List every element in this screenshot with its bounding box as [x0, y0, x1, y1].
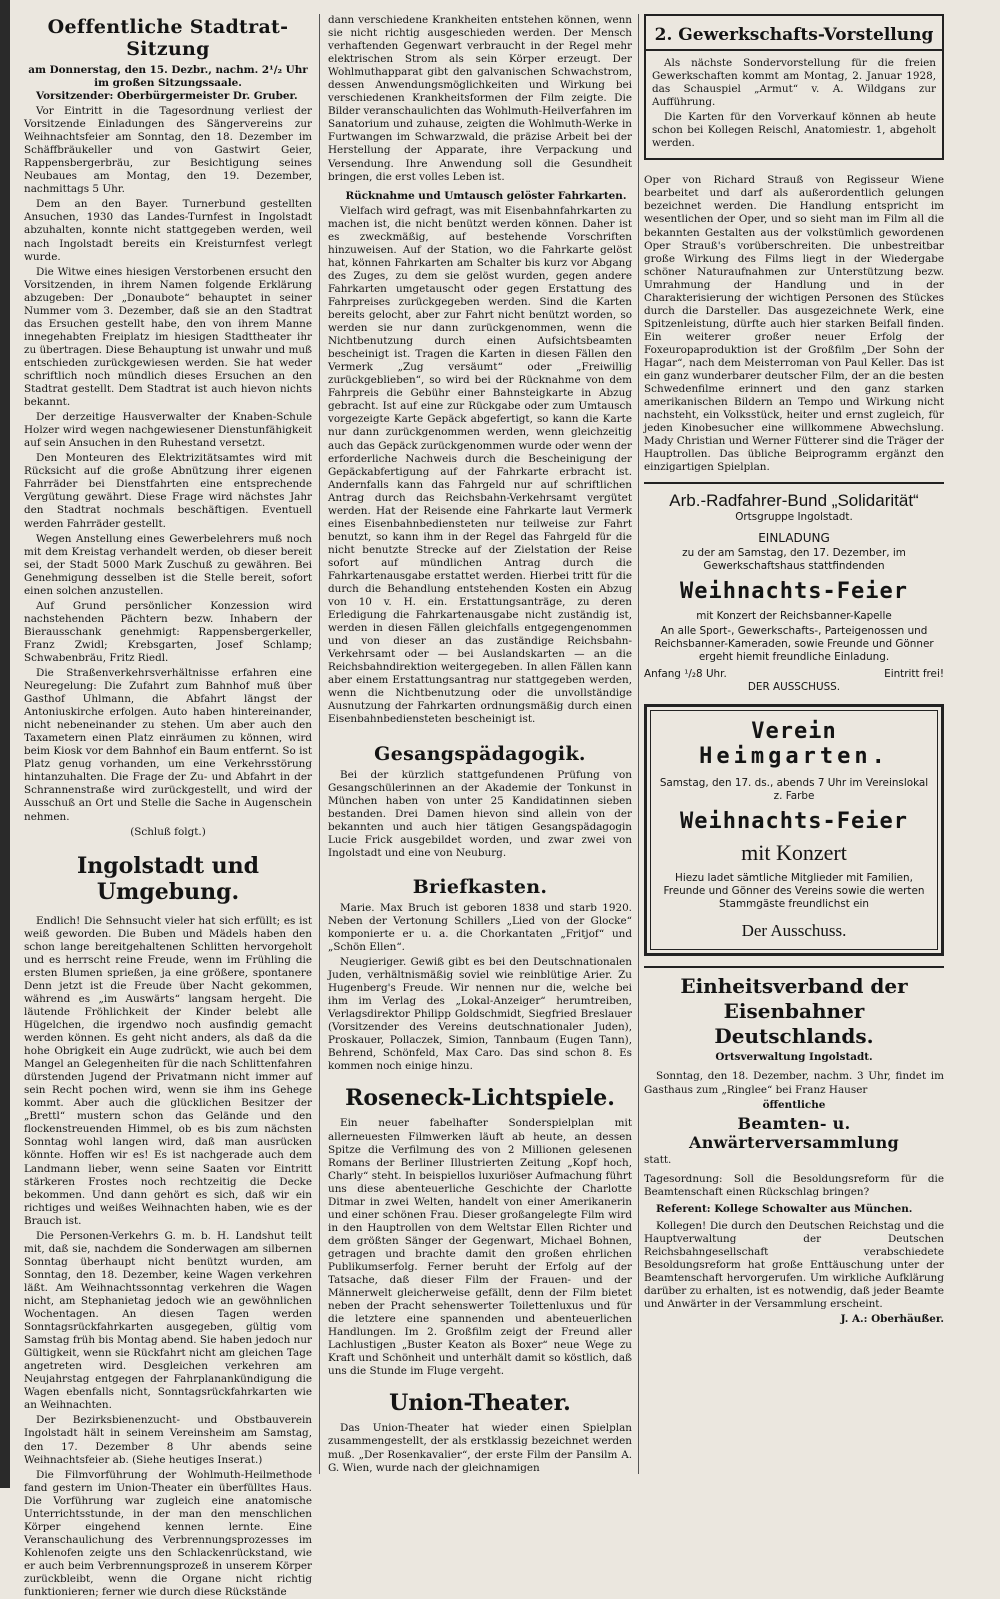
sitzung-where: im großen Sitzungssaale. — [94, 77, 242, 89]
heimgarten-title-2: Heimgarten. — [699, 744, 889, 770]
brief-title: Briefkasten. — [412, 875, 548, 898]
eisenbahner-sign: J. A.: Oberhäußer. — [840, 1313, 944, 1326]
sitzung-end: (Schluß folgt.) — [130, 825, 206, 838]
article-paragraph: Endlich! Die Sehnsucht vieler hat sich erfüllt; es ist weiß geworden. Die Buben und Mädels haben den schon lange bereitgehaltenen Schlitten hervorgeholt und es herrscht reine Freude, wenn im Frühling die ersten Blumen sprießen, ja eine größere, spontanere Denn jetzt ist die Freude über Nacht gekommen, während es „im Auswärts“ langsam hergeht. Die läutende Fröhlichkeit der Kinder belebt alle Hügelchen, die irgendwo noch ausfindig gemacht werden können. Es geht nicht anders, als daß da die hohe Obrigkeit ein Auge zudrückt, wie auch bei dem Mangel an Gelegenheiten für die nach Schlittenfahren dürstenden Jugend der Privatmann nicht immer auf sein Recht pochen wird, wenn sie ihm ins Gehege kommt. Aber auch die glücklichen Besitzer der „Brettl“ mustern schon das Gelände und den flockenstreuenden Himmel, ob es bis zum nächsten Sonntag wohl langen wird, daß man ausrücken könnte. Hoffen wir es! Es ist nachgerade auch dem Landmann lieber, wenn seine Saaten vor Eintritt stärkeren Frostes noch rechtzeitig die Decke bekommen. Und dann gehört es sich, daß wir ein richtiges und weißes Weihnachten haben, wie es der Brauch ist. — [24, 914, 312, 1227]
article-paragraph: Dem an den Bayer. Turnerbund gestellten Ansuchen, 1930 das Landes-Turnfest in Ingolstadt abzuhalten, konnte nicht stattgegeben werden, weil nach Ingolstadt bereits ein Kreisturnfest verlegt wurde. — [24, 198, 312, 263]
article-paragraph: Die Filmvorführung der Wohlmuth-Heilmethode fand gestern im Union-Theater ein überfülltes Haus. Die Vorführung war zugleich eine anatomische Unterrichtsstunde, in der man den menschlichen Körper eingehend kennen lernte. Eine Veranschaulichung des Verbrennungsprozesses im Kohlenofen zeigte uns den Schlackenrückstand, wie er auch beim Verbrennungsprozeß in unserem Körper zurückbleibt, wenn die Organe nicht richtig funktionieren; ferner wie durch diese Rückstände — [24, 1468, 312, 1599]
eisenbahner-versammlung: Beamten- u. Anwärterversammlung — [689, 1113, 899, 1152]
union-text: Das Union-Theater hat wieder einen Spielplan zusammengestellt, der als erstklassig bezeichnet werden muß. „Der Rosenkavalier“, der erste Film der Pansilm A. G. Wien, wurde nach der gleichnamigen — [328, 1422, 632, 1474]
ruecknahme-title: Rücknahme und Umtausch gelöster Fahrkarten. — [345, 189, 627, 202]
radfahrer-title: Arb.-Radfahrer-Bund „Solidarität“ — [669, 491, 919, 511]
column-1 — [24, 14, 312, 1599]
heimgarten-title-1: Verein — [751, 719, 837, 745]
radfahrer-line: zu der am Samstag, den 17. Dezember, im Gewerkschaftshaus stattfindenden — [682, 547, 906, 573]
radfahrer-eintritt: Eintritt frei! — [884, 668, 944, 681]
heimgarten-ad — [644, 704, 944, 956]
article-paragraph: Den Monteuren des Elektrizitätsamtes wird mit Rücksicht auf die große Abnützung ihrer eigenen Fahrräder bei Dienstfahrten eine entsprechende Vergütung gewährt. Diese Frage wird nächstes Jahr den Stadtrat nochmals beschäftigen. Eventuell werden Fahrräder gestellt. — [24, 452, 312, 530]
radfahrer-sign: DER AUSSCHUSS. — [747, 681, 841, 694]
brief-marie: Marie. Max Bruch ist geboren 1838 und starb 1920. Neben der Vertonung Schillers „Lied von der Glocke“ komponierte er u. a. die Chorkantaten „Fritjof“ und „Schön Ellen“. — [328, 901, 632, 953]
gewerkschaft-title: 2. Gewerkschafts-Vorstellung — [646, 19, 942, 51]
gesang-title: Gesangspädagogik. — [374, 742, 586, 765]
radfahrer-line: mit Konzert der Reichsbanner-Kapelle — [696, 610, 892, 623]
eisenbahner-referent: Referent: Kollege Schowalter aus München. — [656, 1202, 913, 1215]
article-paragraph: Der Bezirksbienenzucht- und Obstbauverein Ingolstadt hält in seinem Vereinsheim am Samstag, den 17. Dezember 8 Uhr abends seine Weihnachtsfeier ab. (Siehe heutiges Inserat.) — [24, 1414, 312, 1466]
eisenbahner-tagesordnung: Tagesordnung: Soll die Besoldungsreform für die Beamtenschaft einen Rückschlag bringen? — [644, 1172, 944, 1198]
article-paragraph: Die Witwe eines hiesigen Verstorbenen ersucht den Vorsitzenden, in ihrem Namen folgende Erklärung abzugeben: Der „Donaubote“ behauptet in seiner Nummer vom 3. Dezember, daß sie an den Stadtrat das Ersuchen gestellt habe, den von ihrem Manne innegehabten Freiplatz im hiesigen Stadttheater ihr zu übertragen. Diese Behauptung ist unwahr und muß entschieden zurückgewiesen werden. Sie hat weder schriftlich noch mündlich dieses Ersuchen an den Stadtrat gestellt. Dem Stadtrat ist auch hievon nichts bekannt. — [24, 265, 312, 409]
eisenbahner-text: Kollegen! Die durch den Deutschen Reichstag und die Hauptverwaltung der Deutschen Reichsbahngesellschaft verabschiedete Besoldungsreform hat große Enttäuschung unter der Beamtenschaft hervorgerufen. Um wirkliche Aufklärung darüber zu erhalten, ist es notwendig, daß jeder Beamte und Anwärter in der Versammlung erscheint. — [644, 1219, 944, 1311]
gesang-text: Bei der kürzlich stattgefundenen Prüfung von Gesangschülerinnen an der Akademie der Tonkunst in München haben von unter 25 Kandidatinnen sieben bestanden. Drei Damen hievon sind allein von der bekannten und auch hier tätigen Gesangspädagogin Lucie Frick ausgebildet worden, und zwar zwei von Ingolstadt und eine von Neuburg. — [328, 768, 632, 859]
heimgarten-feier: Weihnachts-Feier — [680, 809, 908, 835]
union-title: Union-Theater. — [389, 1390, 571, 1417]
radfahrer-feier: Weihnachts-Feier — [680, 579, 908, 605]
heimgarten-line: Hiezu ladet sämtliche Mitglieder mit Familien, Freunde und Gönner des Vereins sowie die werten Stammgäste freundlichst ein — [663, 872, 925, 911]
heimgarten-sign: Der Ausschuss. — [741, 921, 847, 941]
eisenbahner-title: Einheitsverband der Eisenbahner Deutschlands. — [680, 974, 908, 1049]
sitzung-when: am Donnerstag, den 15. Dezbr., nachm. 2¹/₂ Uhr — [28, 64, 308, 76]
heimgarten-konzert: mit Konzert — [741, 840, 847, 866]
ruecknahme-text: Vielfach wird gefragt, was mit Eisenbahnfahrkarten zu machen ist, die nicht benützt werden können. Daher ist es zweckmäßig, auf bestehende Vorschriften hinzuweisen. Auf der Station, wo die Fahrkarte gelöst hat, können Fahrkarten am Schalter bis kurz vor Abgang des Zuges, zu dem sie gelöst wurden, gegen andere Fahrkarten umgetauscht oder gegen Erstattung des Fahrpreises zurückgegeben werden. Sind die Karten bereits gelocht, aber zur Fahrt nicht benützt worden, so werden sie nur dann zurückgenommen, wenn die Nichtbenutzung durch einen Aufsichtsbeamten bescheinigt ist. Tragen die Karten in diesen Fällen den Vermerk „Zug versäumt“ oder „Freiwillig zurückgeblieben“, so wird bei der Rücknahme von dem Fahrpreis die Gebühr einer Bahnsteigkarte in Abzug gebracht. Ist auf eine zur Rückgabe oder zum Umtausch vorgezeigte Karte Gepäck abgefertigt, so kann die Karte nur dann zurückgenommen werden, wenn gleichzeitig auch das Gepäck zurückgenommen wurde oder wenn der erforderliche Nachweis durch die Bescheinigung der Gepäckabfertigung auf der Fahrkarte erbracht ist. Andernfalls kann das Fahrgeld nur auf schriftlichen Antrag durch das Reichsbahn-Verkehrsamt vergütet werden. Hat der Reisende eine Fahrkarte laut Vermerk eines Eisenbahnbediensteten nur teilweise zur Fahrt benutzt, so kann ihm in der Regel das Fahrgeld für die nicht benutzte Strecke auf der Zielstation der Reise sofort auf mündlichen Antrag durch die Fahrkartenausgabe erstattet werden. Hierbei tritt für die durch die Behandlung entstehenden Kosten ein Abzug von 10 v. H. ein. Erstattungsanträge, zu deren Erledigung die Fahrkartenausgabe nicht zuständig ist, werden in diesen Fällen gleichfalls entgegengenommen und von dieser an das zuständige Reichsbahn-Verkehrsamt oder — bei Auslandskarten — an die Reichsbahndirektion weitergegeben. In allen Fällen kann aber einem Erstattungsantrag nur stattgegeben werden, wenn die Nichtbenutzung oder die unvollständige Ausnutzung der Fahrkarten ordnungsmäßig durch einen Eisenbahnbediensteten bescheinigt ist. — [328, 204, 632, 726]
radfahrer-anfang: Anfang ¹/₂8 Uhr. — [644, 668, 727, 681]
gewerkschaft-text: Die Karten für den Vorverkauf können ab heute schon bei Kollegen Reischl, Anatomiestr. 1, abgeholt werden. — [652, 111, 936, 150]
gewerkschaft-text: Als nächste Sondervorstellung für die freien Gewerkschaften kommt am Montag, 2. Januar 1928, das Schauspiel „Armut“ v. A. Wildgans zur Aufführung. — [652, 57, 936, 109]
radfahrer-sub: Ortsgruppe Ingolstadt. — [735, 511, 853, 524]
eisenbahner-oeffentliche: öffentliche — [762, 1098, 826, 1111]
column-rule — [319, 14, 320, 1474]
radfahrer-line: An alle Sport-, Gewerkschafts-, Parteigenossen und Reichsbanner-Kameraden, sowie Freunde und Gönner ergeht hiemit freundliche Einladung. — [654, 625, 934, 664]
article-paragraph: Der derzeitige Hausverwalter der Knaben-Schule Holzer wird wegen nachgewiesener Dienstunfähigkeit auf sein Ansuchen in den Ruhestand versetzt. — [24, 411, 312, 450]
sitzung-chair: Vorsitzender: Oberbürgermeister Dr. Gruber. — [36, 90, 298, 102]
brief-neugieriger: Neugieriger. Gewiß gibt es bei den Deutschnationalen Juden, verhältnismäßig soviel wie reinblütige Arier. Zu Hugenberg's Freude. Wir nennen nur die, welche bei ihm im Verlag des „Lokal-Anzeiger“ herumtreiben, Verlagsdirektor Philipp Goldschmidt, Siegfried Breslauer (Vorsitzender des Vereins deutschnationaler Juden), Proskauer, Pollaczek, Simion, Tannbaum (Eugen Tann), Behrend, Schönfeld, Max Caro. Das sind schon 8. Es kommen noch einige hinzu. — [328, 956, 632, 1073]
radfahrer-ad — [644, 490, 944, 694]
column-rule — [638, 14, 639, 1474]
binding-edge — [0, 0, 10, 1488]
eisenbahner-statt: statt. — [644, 1153, 672, 1166]
roseneck-text: Ein neuer fabelhafter Sonderspielplan mit allerneuesten Filmwerken läuft ab heute, an dessen Spitze die Verfilmung des von 2 Millionen gelesenen Romans der Berliner Illustrierten Zeitung „Kopf hoch, Charly“ steht. In beispiellos luxuriöser Aufmachung führt uns diese abenteuerliche Geschichte der Charlotte Ditmar in zwei Welten, handelt von einer Amerikanerin und einer schönen Frau. Dieser großangelegte Film wird in den Hauptrollen von dem Weltstar Ellen Richter und dem größten Sänger der Gegenwart, Michael Bohnen, getragen und brachte damit den großen ehrlichen Publikumserfolg. Ferner beruht der Erfolg auf der Tatsache, daß dieser Film der Frauen- und der Männerwelt gleicherweise gefällt, denn der Film bietet neben der Pracht sehenswerter Toilettenluxus und für die letztere eine spannenden und abenteuerlichen Handlungen. Im 2. Großfilm zeigt der Freund aller Lachlustigen „Buster Keaton als Boxer“ neue Wege zu Kraft und Schönheit und unterhält damit so köstlich, daß uns die Stunde im Fluge vergeht. — [328, 1117, 632, 1378]
article-paragraph: Auf Grund persönlicher Konzession wird nachstehenden Pächtern bezw. Inhabern der Bierausschank genehmigt: Rappensbergerkeller, Franz Zwidl; Krebsgarten, Josef Schlamp; Schwabenbräu, Fritz Riedl. — [24, 599, 312, 664]
column-3 — [644, 14, 944, 1474]
heimgarten-line: Samstag, den 17. ds., abends 7 Uhr im Vereinslokal z. Farbe — [659, 777, 929, 803]
oper-text: Oper von Richard Strauß von Regisseur Wiene bearbeitet und darf als außerordentlich gelungen bezeichnet werden. Die Handlung entspricht im wesentlichen der Oper, und so sieht man im Film all die bekannten Gestalten aus der volkstümlich gewordenen Oper Strauß's vorüberschreiten. Die unbestreitbar große Wirkung des Films liegt in der Wiedergabe schöner Naturaufnahmen zur Unterstützung bezw. Umrahmung der Handlung und in der Charakterisierung der wichtigen Personen des Stückes durch die Darsteller. Das ausgezeichnete Werk, eine Spitzenleistung, dürfte auch hier starken Beifall finden. Ein weiterer großer neuer Erfolg der Foxeuropaproduktion ist der Großfilm „Der Sohn der Hagar“, nach dem Meisterroman von Paul Keller. Das ist ein ganz wunderbarer deutscher Film, der an die besten Schwedenfilme erinnert und den ganz starken amerikanischen Bildern an Tempo und Wirkung nicht nachsteht, ein Volksstück, heiter und ernst zugleich, für jeden Kinobesucher eine willkommene Abwechslung. Mady Christian und Werner Fütterer sind die Träger der Hauptrollen. Das übliche Beiprogramm ergänzt den einzigartigen Spielplan. — [644, 174, 944, 474]
sitzung-title: Oeffentliche Stadtrat-Sitzung — [47, 16, 289, 60]
article-paragraph: Die Straßenverkehrsverhältnisse erfahren eine Neuregelung: Die Zufahrt zum Bahnhof muß über Gasthof Uhlmann, die Abfahrt längst der Antoniuskirche erfolgen. Auto haben hintereinander, nicht nebeneinander zu stehen. Um aber auch den Taxametern einen Platz einräumen zu können, wird beim Kiosk vor dem Bahnhof ein Baum entfernt. So ist Platz genug vorhanden, um eine Verkehrsstörung hintanzuhalten. Die Frage der Zu- und Abfahrt in der Schrannenstraße wird zurückgestellt, und wird der Ausschuß an Ort und Stelle die Sache in Augenschein nehmen. — [24, 667, 312, 823]
ad-divider — [644, 966, 944, 968]
ad-divider — [644, 482, 944, 484]
roseneck-title: Roseneck-Lichtspiele. — [345, 1085, 615, 1112]
article-paragraph: Vor Eintritt in die Tagesordnung verliest der Vorsitzende Einladungen des Sängervereins zur Weihnachtsfeier am Sonntag, den 18. Dezember im Schäffbräukeller und von Gastwirt Geier, Rappensbergerbräu, zur Besichtigung seines Neubaues am Montag, den 19. Dezember, nachmittags 5 Uhr. — [24, 105, 312, 196]
gewerkschaft-box — [644, 14, 944, 160]
eisenbahner-line: Sonntag, den 18. Dezember, nachm. 3 Uhr, findet im Gasthaus zum „Ringlee“ bei Franz Hauser — [644, 1070, 944, 1096]
article-paragraph: Die Personen-Verkehrs G. m. b. H. Landshut teilt mit, daß sie, nachdem die Sonderwagen am silbernen Sonntag überhaupt nicht benützt wurden, am Sonntag, den 18. Dezember, keine Wagen verkehren läßt. Am Weihnachtssonntag verkehren die Wagen nicht, am Stephanietag jedoch wie an gewöhnlichen Wochentagen. An diesen Tagen werden Sonntagsrückfahrkarten ausgegeben, gültig vom Samstag früh bis Montag abend. Sie haben jedoch nur Gültigkeit, wenn sie Rückfahrt nicht am gleichen Tage angetreten wird. Desgleichen verkehren am Neujahrstag entgegen der Fahrplanankündigung die Wagen ebenfalls nicht, Sonntagsrückfahrkarten wie an Weihnachten. — [24, 1229, 312, 1412]
eisenbahner-ad — [644, 974, 944, 1326]
ingolstadt-title: Ingolstadt und Umgebung. — [76, 852, 260, 905]
radfahrer-info-row — [644, 668, 944, 681]
article-continuation: dann verschiedene Krankheiten entstehen können, wenn sie nicht richtig ausgeschieden werden. Der Mensch verhaftenden Gegenwart verbraucht in der Regel mehr elektrischen Strom als sein Körper erzeugt. Der Wohlmuthapparat gibt den galvanischen Schwachstrom, dessen Anwendungsmöglichkeiten und Wirkung bei verschiedenen Krankheitsformen der Film zeigte. Die Bilder veranschaulichten das Wohlmuth-Heilverfahren im Sanatorium und zuhause, zeigten die Wohlmuth-Werke in Furtwangen im Schwarzwald, die präzise Arbeit bei der Herstellung der Apparate, ihre Verpackung und Versendung. Ihre Anwendung soll die Gesundheit bringen, die erst volles Leben ist. — [328, 14, 632, 183]
article-paragraph: Wegen Anstellung eines Gewerbelehrers muß noch mit dem Kreistag verhandelt werden, ob dieser bereit sei, der Stadt 5000 Mark Zuschuß zu gewähren. Bei Genehmigung desselben ist die Stelle bereit, sofort einen solchen anzustellen. — [24, 532, 312, 597]
eisenbahner-sub: Ortsverwaltung Ingolstadt. — [715, 1051, 873, 1064]
radfahrer-einladung: EINLADUNG — [758, 531, 830, 546]
column-2 — [328, 14, 632, 1474]
